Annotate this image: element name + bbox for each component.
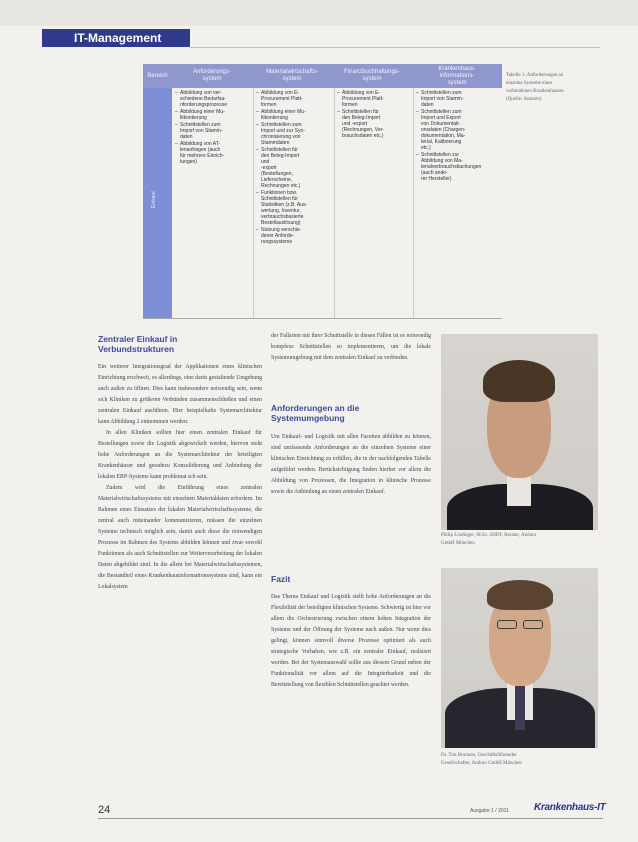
paragraph: In allen Kliniken sollten hier einen zentralen Einkauf für Bestellungen sowie die Logistik abgewickelt werden, hiervon steht hohe Anforderungen an die Systemarchitektur der beteiligten Krankenhäuser und geradezu Konsolidierung und Anbindung der lokalen ERP-Systeme kann problemat sch sein. bbox=[98, 430, 262, 480]
page-number: 24 bbox=[98, 804, 111, 816]
photo-shirt bbox=[507, 476, 531, 506]
heading-anforderungen: Anforderungen an die Systemumgebung bbox=[271, 403, 360, 423]
table-divider bbox=[334, 88, 335, 318]
heading-fazit: Fazit bbox=[271, 574, 291, 584]
table-list-item: – Schnittstellen zum Import und zur Syn- chronisierung von Stammdaten bbox=[261, 122, 333, 146]
paragraph: Ein weiterer Integrationsgrad der Applikationen eines klinischen Einrichtung erschweit, es allerdings, eine darin gestaltende Umgebung auch außen zu öffnen. Dies kann insbesondere notwendig sein, wenn sich Kliniken zu größeren Verbünden zusammenschließen und einen zentralen Einkauf ausführen. Hier beispielhafte Systemarchitektur kann Abbildung 2 entnommen werden. bbox=[98, 364, 262, 425]
table-divider bbox=[413, 88, 414, 318]
table-divider bbox=[253, 88, 254, 318]
table-list-item: – Schnittstellen zum Import von Stamm- daten bbox=[421, 90, 501, 108]
photo-hair bbox=[483, 360, 555, 402]
requirements-table bbox=[143, 64, 502, 318]
paragraph: Zudem wird die Einführung eines zentralen Materialwirtschaftssystems mit einzelnen Materialdaten erfordern. Im Rahmen eines Einsatzes der lokalen Materialwirtschaftssysteme, die zentral auch miteinander kommunizieren, müssen die einzelnen Systeme technisch möglich sein, damit auch diese die notwendigen Prozesse im Rahmen des Systems abbilden können und zwar sowohl Funktionen als auch Schnittstellen zur Weiterverarbeitung der lokalen Daten abgebildet sind. In die allem bei Materialwirtschaftssystemen, die Bestandteil eines Krankenhausinformationssystems sind, kann ein Lokalsystem bbox=[98, 485, 262, 590]
issue-label: Ausgabe 1 / 2011 bbox=[470, 808, 509, 814]
table-column bbox=[415, 88, 501, 318]
table-list-item: – Abbildung einer Mu- ltikontierung bbox=[180, 109, 252, 121]
table-list-item: – Abbildung von E- Procurement Platt- formen bbox=[342, 90, 412, 108]
photo-tie bbox=[515, 686, 525, 730]
scan-edge bbox=[0, 0, 638, 26]
table-list-item: – Abbildung von AT- lerianfragen (auch für mehrere Einrich- tungen) bbox=[180, 141, 252, 165]
table-header-cell: Bereich bbox=[147, 72, 168, 79]
portrait-photo-2 bbox=[441, 568, 598, 748]
table-list-item: – Schnittstellen zum Import von Stamm- daten bbox=[180, 122, 252, 140]
table-header-cell: Finanzbuchhaltungs- system bbox=[344, 69, 400, 82]
portrait-photo-1 bbox=[441, 334, 598, 530]
table-side-cell bbox=[143, 88, 172, 318]
table-column bbox=[174, 88, 252, 318]
column-2-top-text: der Fallarten mit ihrer Schnittstelle in diesen Fällen ist es notwendig komplexe Schnittstellen so implementieren, um die lokale Systemumgebung mit dem zentralen Einkauf zu verbinden. bbox=[271, 333, 431, 361]
table-list-item: – Nutzung verschie- dener Anforde- rungssysteme bbox=[261, 227, 333, 245]
column-1-text bbox=[98, 362, 262, 593]
table-list-item: – Schnittstellen zum Import und Export von Dokumentati- onsdaten (Chargen- dokumentation, Ma- terial, Kalibrierung etc.) bbox=[421, 109, 501, 151]
column-2-bottom-text: Das Thema Einkauf und Logistik stellt hohe Anforderungen an die Flexibilität der beteiligten klinischen Systeme. Schwierig ist hier vor allem die Orchestrierung zwischen einem hohen Integration der Systeme und der Öffnung der Systeme nach außen. Nur wenn dies gelingt, können sinnvoll diverse Prozesse optimiert als auch strategische Vorhaben, wie z.B. ein zentraler Einkauf, realisiert werden. Bei der Systemauswahl sollte aus diesem Grund neben der Funktionalität vor allem auf die Integrierbarkeit und die Bereitstellung von flexiblen Schnittstellen geachtet werden. bbox=[271, 594, 431, 688]
photo-hair bbox=[487, 580, 553, 610]
table-column bbox=[255, 88, 333, 318]
table-header-cell: Materialwirtschafts- system bbox=[266, 69, 318, 82]
header-rule bbox=[190, 47, 600, 48]
table-side-label: Einkauf bbox=[151, 191, 157, 208]
table-header-cell: Anforderungs- system bbox=[192, 69, 232, 82]
photo-glasses bbox=[497, 620, 517, 629]
table-caption: Tabelle 1: Anforderungen an einzelne Systeme eines verbundenen Krankenhauses (Quelle: Autoren) bbox=[506, 73, 564, 102]
table-list-item: – Abbildung einer Mu- ltikontierung bbox=[261, 109, 333, 121]
table-header-cell: Krankenhaus- informations- system bbox=[438, 65, 476, 86]
section-header: IT-Management bbox=[42, 29, 190, 47]
table-column bbox=[336, 88, 412, 318]
magazine-logo: Krankenhaus-IT bbox=[534, 802, 606, 813]
table-list-item: – Abbildung von E- Procurement Platt- formen bbox=[261, 90, 333, 108]
photo-glasses bbox=[523, 620, 543, 629]
table-bottom-rule bbox=[143, 318, 502, 319]
table-list-item: – Schnittstellen für den Beleg-Import und -export (Rechnungen, Ver- brauchsdaten etc.) bbox=[342, 109, 412, 139]
table-list-item: – Schnittstellen zur Abbildung von Ma- terialverbrauchsbuchungen (auch ande- rer Hersteller) bbox=[421, 152, 501, 182]
table-list-item: – Abbildung von ver- schiedene Bedarfsa- nforderungsprozesse bbox=[180, 90, 252, 108]
footer-rule bbox=[98, 818, 603, 819]
table-header-row bbox=[143, 64, 502, 88]
table-list-item: – Schnittstellen für den Beleg-Import und -export (Bestellungen, Lieferscheine, Rechnungen etc.) bbox=[261, 147, 333, 189]
photo-2-caption: Dr. Tim Brunnen, Geschäftsführender Gesellschafter, Anduro GmbH München bbox=[441, 753, 522, 766]
table-list-item: – Funktionen bzw. Schnittstellen für Statistiken (z.B. Aus- wertung, Inventur, verbrauchsbasierte Bestellauslösung) bbox=[261, 190, 333, 226]
column-2-mid-text: Um Einkauf- und Logistik mit allen Facetten abbilden zu können, sind umfassende Anforderungen an die einzelnen Systeme einer klinischen Einrichtung zu erfüllen, die in der nachfolgenden Tabelle aufgeführt werden. Berücksichtigung finden hierbei vor allem die Abbildung von Prozessen, die Integration in klinische Prozesse sowie die Anbindung an einen zentralen Einkauf. bbox=[271, 434, 431, 495]
heading-einkauf: Zentraler Einkauf in Verbundstrukturen bbox=[98, 334, 178, 354]
photo-1-caption: Philip Lindinger, M.Sc. SDDF, Berater, Anduro GmbH München bbox=[441, 533, 537, 546]
